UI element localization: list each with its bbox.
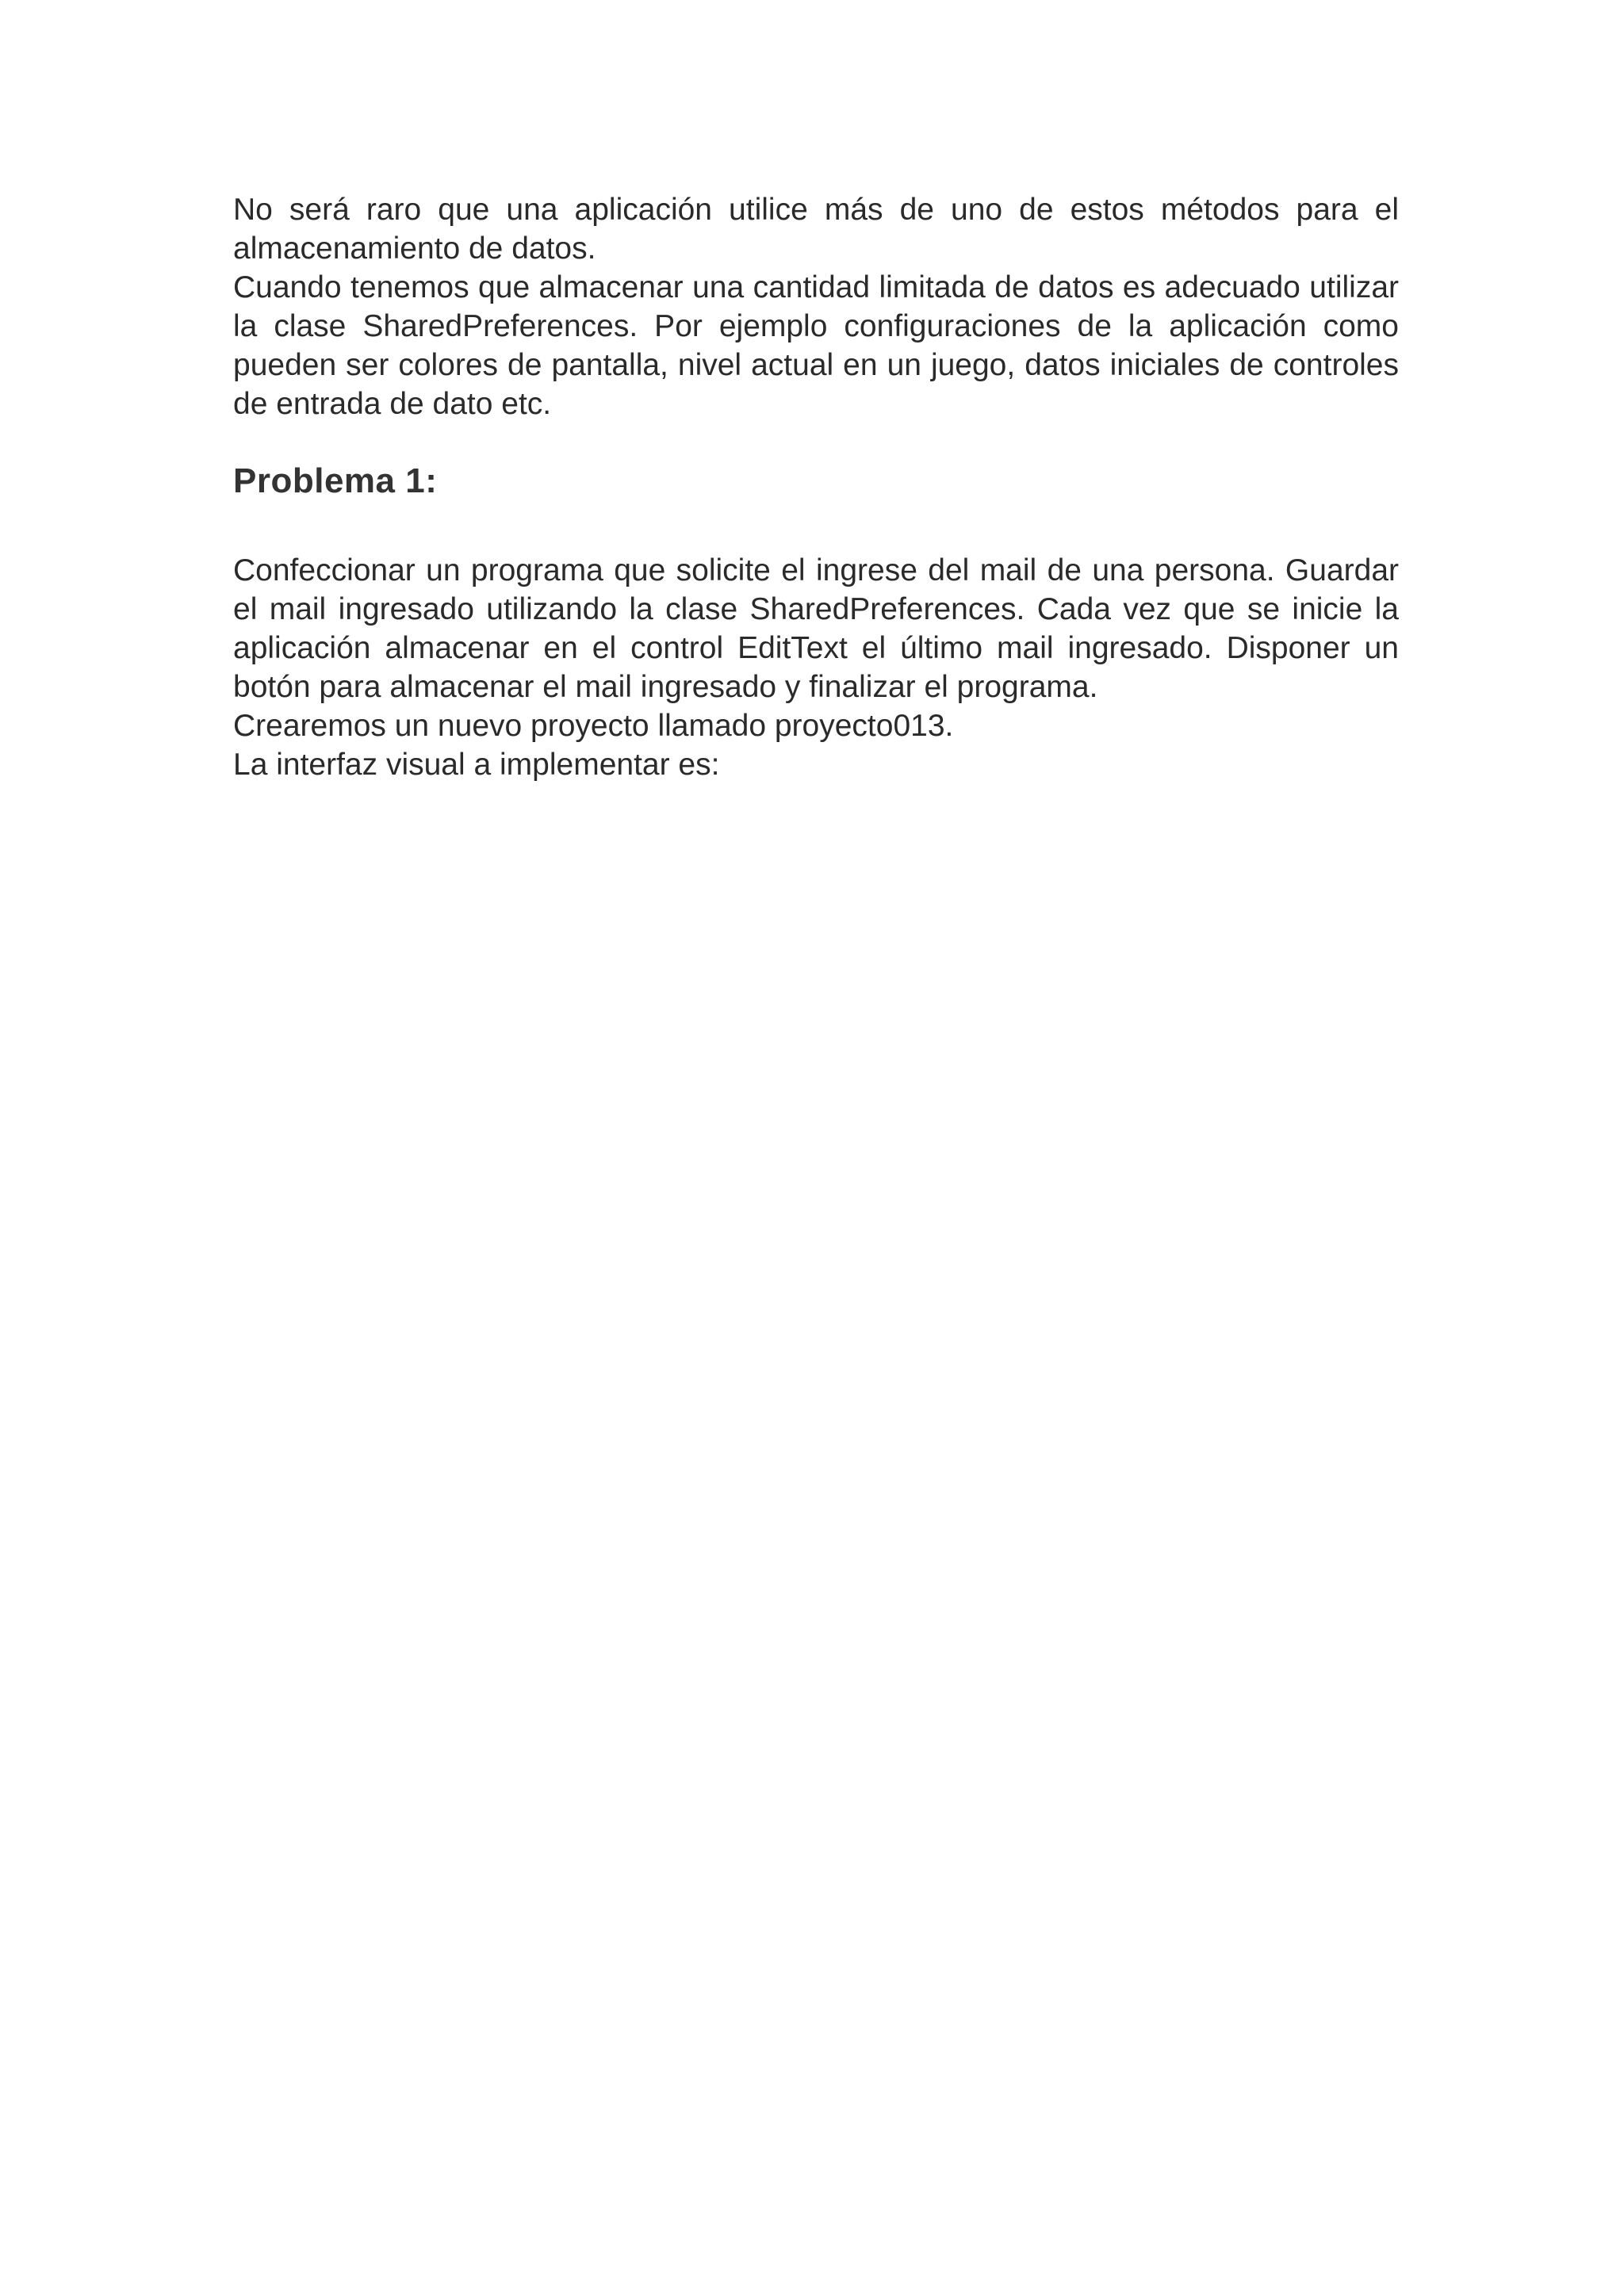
problem-paragraph-3: La interfaz visual a implementar es: xyxy=(233,748,720,782)
problem-section xyxy=(233,551,1399,784)
problem-paragraph-1: Confeccionar un programa que solicite el ingrese del mail de una persona. Guardar el mail ingresado utilizando la clase SharedPreferences. Cada vez que se inicie la aplicación almacenar en el control EditText el último mail ingresado. Disponer un botón para almacenar el mail ingresado y finalizar el programa. xyxy=(233,553,1399,704)
intro-paragraph-1: No será raro que una aplicación utilice más de uno de estos métodos para el almacenamiento de datos. xyxy=(233,193,1399,266)
problem-heading: Problema 1: xyxy=(233,461,438,500)
problem-paragraph-2: Crearemos un nuevo proyecto llamado proyecto013. xyxy=(233,709,954,743)
intro-section xyxy=(233,190,1399,423)
intro-paragraph-2: Cuando tenemos que almacenar una cantidad limitada de datos es adecuado utilizar la clase SharedPreferences. Por ejemplo configuraciones de la aplicación como pueden ser colores de pantalla, nivel actual en un juego, datos iniciales de controles de entrada de dato etc. xyxy=(233,270,1399,421)
page-content xyxy=(233,190,1399,784)
